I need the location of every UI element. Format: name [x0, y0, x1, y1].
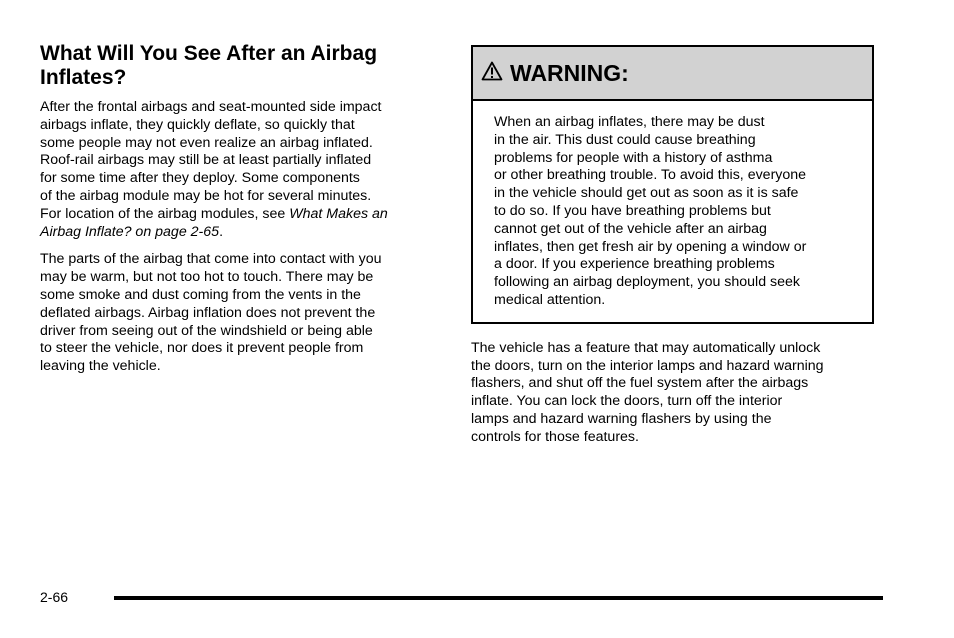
intro-paragraph	[40, 99, 440, 241]
text-line: in the air. This dust could cause breathing	[494, 131, 756, 148]
text-line: or other breathing trouble. To avoid this, everyone	[494, 167, 807, 184]
section-heading	[40, 42, 440, 90]
warning-title: WARNING:	[510, 59, 629, 86]
text-line: in the vehicle should get out as soon as it is safe	[494, 185, 799, 202]
text-line: leaving the vehicle.	[40, 358, 161, 375]
text-line: flashers, and shut off the fuel system after the airbags	[471, 375, 809, 392]
right-column	[471, 45, 874, 457]
text-line: lamps and hazard warning flashers by using the	[471, 410, 772, 427]
text-line: the doors, turn on the interior lamps and hazard warning	[471, 357, 824, 374]
heading-line: Inflates?	[40, 66, 127, 89]
text-line: When an airbag inflates, there may be dust	[494, 114, 765, 130]
body-paragraph	[40, 251, 440, 376]
footer-rule	[114, 596, 883, 600]
cross-reference-link[interactable]: What Makes an	[289, 205, 388, 222]
warning-text	[494, 114, 852, 310]
text-line: The vehicle has a feature that may automatically unlock	[471, 339, 821, 356]
heading-line: What Will You See After an Airbag	[40, 42, 378, 65]
feature-paragraph	[471, 340, 874, 447]
text-line	[40, 206, 440, 224]
warning-triangle-icon	[481, 61, 503, 86]
text-line: to steer the vehicle, nor does it prevent people from	[40, 340, 364, 357]
text-line: deflated airbags. Airbag inflation does not prevent the	[40, 304, 376, 321]
text-line: controls for those features.	[471, 428, 639, 445]
left-column	[40, 42, 440, 386]
text-line: for some time after they deploy. Some components	[40, 170, 360, 187]
text-line: inflates, then get fresh air by opening a window or	[494, 238, 807, 255]
warning-header	[473, 47, 872, 101]
text-line: to do so. If you have breathing problems but	[494, 202, 771, 219]
text-line: cannot get out of the vehicle after an airbag	[494, 220, 767, 237]
text-line: problems for people with a history of asthma	[494, 149, 773, 166]
text-line: of the airbag module may be hot for several minutes.	[40, 187, 372, 204]
text-line: The parts of the airbag that come into contact with you	[40, 251, 382, 268]
text-line: After the frontal airbags and seat-mounted side impact	[40, 99, 382, 115]
text-line: a door. If you experience breathing problems	[494, 256, 775, 273]
text-line: some people may not even realize an airbag inflated.	[40, 134, 373, 151]
text-line: inflate. You can lock the doors, turn off the interior	[471, 393, 783, 410]
text-line: may be warm, but not too hot to touch. There may be	[40, 269, 374, 286]
text-line: following an airbag deployment, you should seek	[494, 274, 801, 291]
ref-prefix: For location of the airbag modules, see	[40, 205, 290, 222]
text-line: driver from seeing out of the windshield or being able	[40, 322, 373, 339]
text-line: airbags inflate, they quickly deflate, so quickly that	[40, 116, 355, 133]
ref-suffix: .	[219, 223, 224, 240]
warning-body	[473, 101, 872, 322]
text-line: medical attention.	[494, 291, 606, 308]
page-number: 2-66	[40, 589, 69, 605]
text-line	[40, 224, 440, 242]
cross-reference-link-cont[interactable]: Airbag Inflate? on page 2-65	[40, 223, 220, 240]
warning-box	[471, 45, 874, 324]
text-line: some smoke and dust coming from the vents in the	[40, 286, 361, 303]
text-line: Roof-rail airbags may still be at least partially inflated	[40, 152, 372, 169]
